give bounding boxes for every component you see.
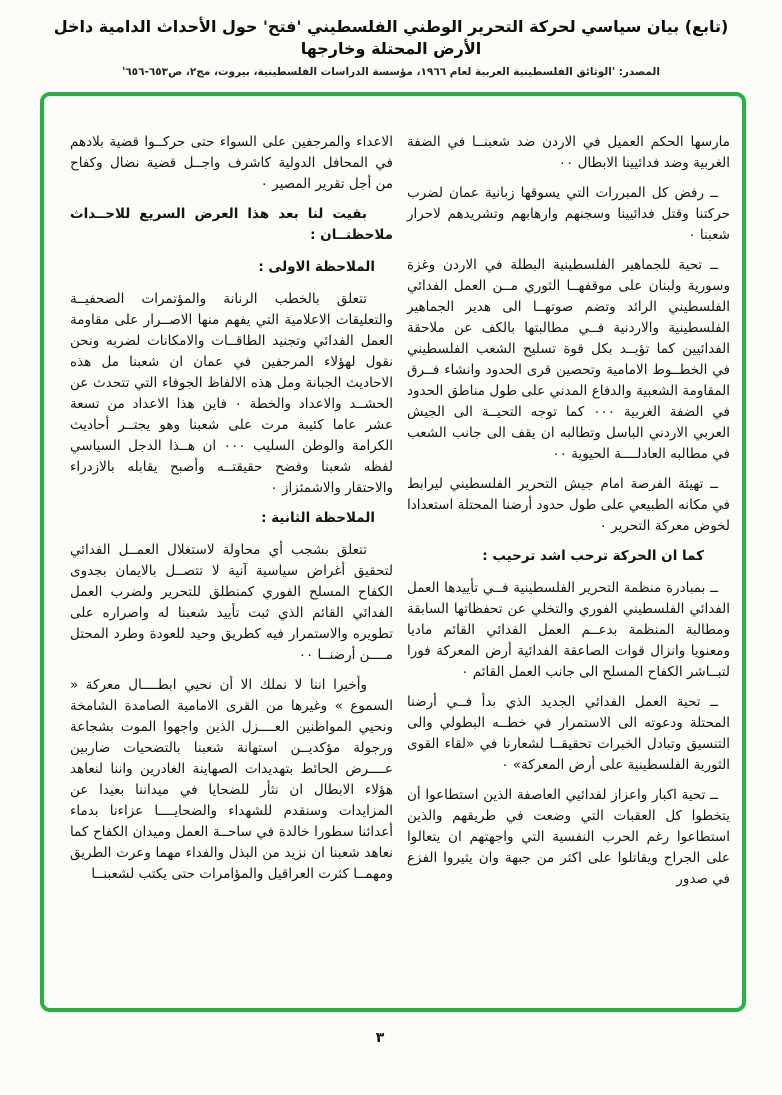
document-title: (تابع) بيان سياسي لحركة التحرير الوطني الفلسطيني 'فتح' حول الأحداث الدامية داخل الأرض المحتلة وخارجها: [53, 17, 729, 58]
document-header: [0, 16, 782, 78]
paragraph: تتعلق بالخطب الرنانة والمؤتمرات الصحفيــة والتعليقات الاعلامية التي يفهم منها الاصــرار على مقاومة العمل الفدائي وتجنيد الطاقــات والامكانات لضربه ونحن نقول لهؤلاء المرجفين في عمان ان شعبنا مل هذه الاحاديث الجبانة ومل هذه الالفاظ الجوفاء التي تتحدث عن الحشــد والاعداد والخطة ٠ فاين هذا الاعداد من تسعة عشر عاما كئيبة مرت على شعبنا وهو يجتــر أحاديث الكرامة والوطن السليب ٠٠٠ ان هــذا الدجل السياسي لفظه شعبنا وفضح حقيقتــه وأصبح يقابله بالازدراء والاحتقار والاشمئزاز ٠: [70, 291, 394, 496]
paragraph: ــ تحية اكبار واعزاز لفدائيي العاصفة الذين استطاعوا أن يتخطوا كل العقبات التي وضعت في طريقهم والذين استطاعوا رغم الحرب النفسية التي واجهتهم ان يتعالوا على الجراح ويقاتلوا على اكثر من جبهة وان يثيروا الفزع في صدور: [407, 787, 730, 887]
column-right: [407, 132, 730, 992]
paragraph: ــ تهيئة الفرصة امام جيش التحرير الفلسطيني ليرابط في مكانه الطبيعي على طول حدود أرضنا المحتلة استعدادا لخوض معركة التحرير ٠: [407, 476, 730, 534]
section-heading: الملاحظة الثانية :: [261, 510, 375, 526]
document-body: [40, 92, 746, 1012]
page-number: ٣: [375, 1030, 385, 1046]
paragraph: مارسها الحكم العميل في الاردن ضد شعبنــا في الضفة الغربية وضد فدائيينا الابطال ٠٠: [407, 134, 730, 171]
paragraph: ــ رفض كل المبررات التي يسوقها زبانية عمان لضرب حركتنا وقتل فدائيينا وسجنهم وارهابهم وتشريدهم لاحرار شعبنا ٠: [407, 185, 730, 243]
section-heading: كما ان الحركة ترحب اشد ترحيب :: [482, 548, 704, 564]
section-heading: الملاحظة الاولى :: [258, 259, 375, 275]
column-left: [70, 132, 393, 992]
paragraph: ــ بمبادرة منظمة التحرير الفلسطينية فــي تأييدها العمل الفدائي الفلسطيني الفوري والتخلي عن تحفظاتها السابقة ومطالبة المنظمة بدعــم العمل الفدائي القائم ماديا ومعنويا وانزال قوات الصاعقة الفدائية أرض المعركة فورا لتبــاشر الكفاح المسلح الى جانب العمل القائم ٠: [407, 580, 730, 680]
section-heading: بقيت لنا بعد هذا العرض السريع للاحــداث ملاحظتــان :: [70, 206, 393, 243]
paragraph: تتعلق بشجب أي محاولة لاستغلال العمــل الفدائي لتحقيق أغراض سياسية آنية لا تتصــل بالايمان بجدوى الكفاح المسلح الفوري كمنطلق للتحرير ولضرب العمل الفدائي القائم الذي ثبت تأييد شعبنا له واصراره على تطويره والاستمرار فيه كطريق وحيد للعودة وطرد المحتل مــــن أرضنــا ٠٠: [70, 542, 393, 663]
document-source-line: المصدر: 'الوثائق الفلسطينية العربية لعام ١٩٦٦، مؤسسة الدراسات الفلسطينية، بيروت، مج٢، ص٦٥٣-٦٥٦': [122, 66, 660, 79]
paragraph: ــ تحية للجماهير الفلسطينية البطلة في الاردن وغزة وسورية ولبنان على موقفهــا الثوري مــن العمل الفدائي الفلسطيني الرائد وتضم صوتهــا الى هدير الجماهير الفلسطينية والاردنية فــي مطالبتها بالكف عن ملاحقة الفدائيين كما تؤيــد بكل قوة تسليح الشعب الفلسطيني في الخطــوط الامامية وتحصين قرى الحدود وانشاء فــرق المقاومة الشعبية والدفاع المدني على طول مناطق الحدود في الضفة الغربية ٠٠٠ كما توجه التحيــة الى الجيش العربي الاردني الباسل وتطالبه ان يقف الى جانب الشعب في مطالبه العادلــــة الحيوية ٠٠: [407, 257, 730, 462]
paragraph: وأخيرا اننا لا نملك الا أن نحيي ابطــــال معركة « السموع » وغيرها من القرى الامامية الصامدة الشامخة ونحيي المواطنين العــــزل الذين واجهوا الموت بشجاعة ورجولة مؤكديــن استهانة شعبنا بالتضحيات ضاربين عــــرض الحائط بتهديدات الصهاينة الغادرين واننا لنعاهد هؤلاء الابطال ان نثأر للضحايا في ميداننا بعيدا عن المزايدات وسنقدم للشهداء والضحايــــا عزاءنا بدماء أعدائنا سطورا خالدة في ساحــة العمل وميدان الكفاح كما نعاهد شعبنا ان نزيد من البذل والفداء مهما وعرت الطريق ومهمــا كثرت العراقيل والمؤامرات حتى يكتب لشعبنــا: [70, 677, 393, 882]
paragraph: الاعداء والمرجفين على السواء حتى حركــوا قضية بلادهم في المحافل الدولية كاشرف واجــل قضية نضال وكفاح من أجل تقرير المصير ٠: [70, 134, 393, 192]
paragraph: ــ تحية العمل الفدائي الجديد الذي بدأ فــي أرضنا المحتلة ودعوته الى الاستمرار في خطــه البطولي والى التنسيق وتبادل الخبرات تحقيقــا لشعارنا في «لقاء القوى الثورية الفلسطينية على أرض المعركة» ٠: [407, 694, 730, 773]
